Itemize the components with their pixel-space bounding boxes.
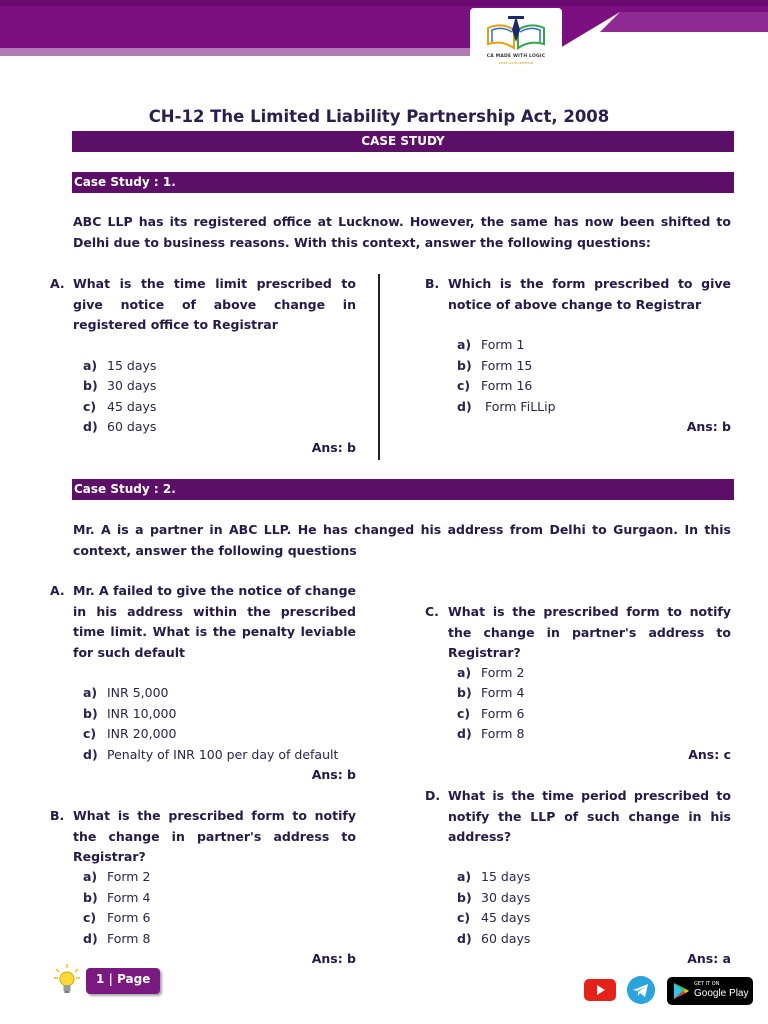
- question-text: What is the prescribed form to notify the change in partner's address to Registrar?: [448, 604, 731, 660]
- option: d) Form FiLLip: [457, 399, 556, 414]
- option: b) Form 4: [457, 685, 525, 700]
- header-banner: [0, 0, 768, 58]
- question-text: What is the time period prescribed to notify the LLP of such change in his address?: [448, 788, 731, 844]
- question-text: Which is the form prescribed to give notice of above change to Registrar: [448, 276, 731, 312]
- answer: Ans: a: [687, 951, 731, 966]
- option: d) Penalty of INR 100 per day of default: [83, 747, 339, 762]
- question-letter: B.: [50, 808, 65, 823]
- option: b) 30 days: [457, 890, 531, 905]
- page-title: CH-12 The Limited Liability Partnership Act, 2008: [148, 107, 610, 126]
- answer: Ans: c: [688, 747, 731, 762]
- option: c) Form 6: [83, 910, 151, 925]
- option: c) Form 16: [457, 378, 533, 393]
- logo-subtext: MAKE YOUR CREATION: [499, 61, 533, 65]
- google-play-badge[interactable]: [667, 977, 753, 1005]
- bulb-icon: [54, 964, 80, 996]
- case-study-2-heading: Case Study : 2.: [72, 479, 734, 500]
- option: a) 15 days: [457, 869, 531, 884]
- google-play-small-text: GET IT ON: [694, 981, 720, 987]
- question-text: What is the prescribed form to notify the change in partner's address to Registrar?: [73, 808, 356, 864]
- book-pen-icon: [484, 14, 548, 52]
- page-number-badge: 1 | Page: [86, 968, 160, 994]
- question-letter: D.: [425, 788, 441, 803]
- option: b) INR 10,000: [83, 706, 177, 721]
- option: d) 60 days: [457, 931, 531, 946]
- question-letter: A.: [50, 276, 65, 291]
- option: a) Form 2: [457, 665, 525, 680]
- option: b) 30 days: [83, 378, 157, 393]
- option: d) Form 8: [457, 726, 525, 741]
- answer: Ans: b: [686, 419, 731, 434]
- google-play-text: Google Play: [694, 988, 749, 999]
- option: a) Form 2: [83, 869, 151, 884]
- option: c) Form 6: [457, 706, 525, 721]
- case-study-1-heading: Case Study : 1.: [72, 172, 734, 193]
- case-study-2-intro: Mr. A is a partner in ABC LLP. He has changed his address from Delhi to Gurgaon. In this context, answer the following questions: [73, 522, 731, 558]
- option: c) 45 days: [83, 399, 157, 414]
- option: b) Form 15: [457, 358, 533, 373]
- option: d) 60 days: [83, 419, 157, 434]
- section-label: CASE STUDY: [72, 131, 734, 152]
- option: d) Form 8: [83, 931, 151, 946]
- question-letter: A.: [50, 583, 65, 598]
- question-letter: B.: [425, 276, 440, 291]
- option: c) INR 20,000: [83, 726, 177, 741]
- question-letter: C.: [425, 604, 439, 619]
- option: a) Form 1: [457, 337, 525, 352]
- column-divider: [378, 274, 380, 460]
- option: c) 45 days: [457, 910, 531, 925]
- option: b) Form 4: [83, 890, 151, 905]
- case-study-1-intro: ABC LLP has its registered office at Lucknow. However, the same has now been shifted to Delhi due to business reasons. With this context, answer the following questions:: [73, 214, 731, 250]
- answer: Ans: b: [311, 440, 356, 455]
- question-text: Mr. A failed to give the notice of change in his address within the prescribed time limit. What is the penalty leviable for such default: [73, 583, 356, 660]
- logo-text: CA MADE WITH LOGIC: [486, 54, 546, 59]
- youtube-icon[interactable]: [584, 979, 616, 1001]
- answer: Ans: b: [311, 951, 356, 966]
- option: a) INR 5,000: [83, 685, 169, 700]
- brand-logo: [470, 8, 562, 68]
- telegram-icon[interactable]: [627, 976, 655, 1004]
- option: a) 15 days: [83, 358, 157, 373]
- question-text: What is the time limit prescribed to give notice of above change in registered office to Registrar: [73, 276, 356, 332]
- google-play-icon: [673, 982, 690, 1000]
- answer: Ans: b: [311, 767, 356, 782]
